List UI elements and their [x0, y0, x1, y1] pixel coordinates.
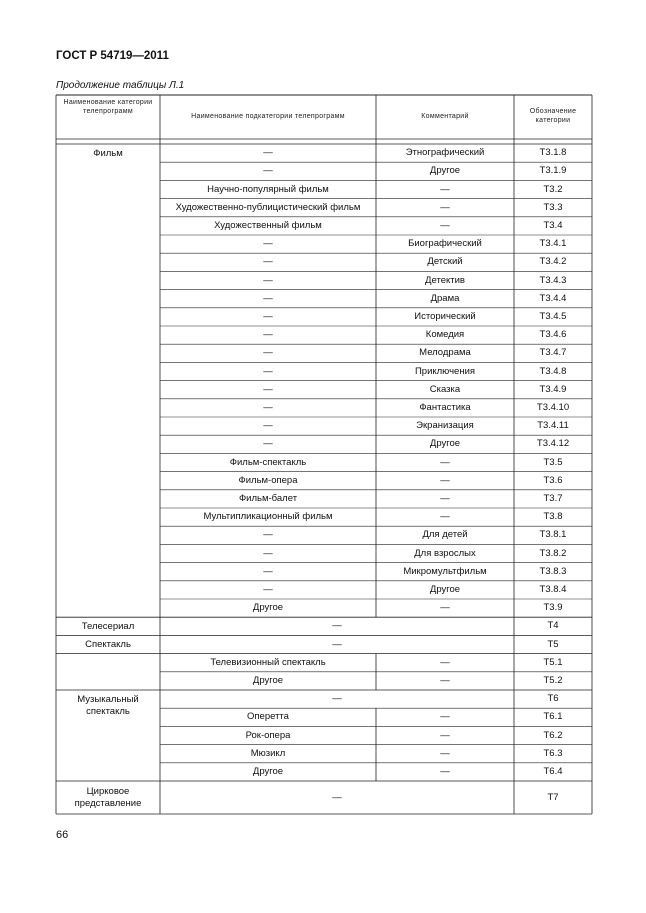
comment-cell: —	[440, 747, 450, 759]
comment-cell: —	[440, 492, 450, 504]
merged-cell: —	[332, 620, 342, 632]
subcategory-cell: Фильм-опера	[238, 474, 298, 486]
subcategory-cell: Рок-опера	[245, 729, 291, 741]
comment-cell: Этнографический	[405, 147, 485, 159]
comment-cell: Приключения	[414, 365, 476, 377]
comment-cell: —	[440, 765, 450, 777]
comment-cell: —	[440, 474, 450, 486]
comment-cell: —	[440, 729, 450, 741]
code-cell: Т3.8.3	[539, 565, 567, 577]
subcategory-cell: Оперетта	[247, 711, 289, 723]
comment-cell: —	[440, 711, 450, 723]
category-cell: Цирковое представление	[74, 786, 142, 809]
code-cell: Т3.4.8	[539, 365, 567, 377]
code-cell: Т3.4.2	[539, 256, 567, 268]
merged-cell: —	[332, 791, 342, 803]
code-cell: Т6	[547, 693, 559, 705]
category-cell: Музыкальный спектакль	[77, 694, 139, 717]
subcategory-cell: Художественный фильм	[214, 219, 322, 231]
subcategory-cell: —	[263, 329, 273, 341]
standard-code: ГОСТ Р 54719—2011	[56, 50, 169, 62]
column-header: Комментарий	[421, 112, 469, 120]
category-cell: Спектакль	[85, 639, 131, 651]
code-cell: Т4	[547, 620, 559, 632]
subcategory-cell: —	[263, 583, 273, 595]
code-cell: Т3.1.8	[539, 147, 567, 159]
subcategory-cell: Другое	[252, 765, 284, 777]
subcategory-cell: Фильм-спектакль	[229, 456, 307, 468]
code-cell: Т3.4.1	[539, 238, 567, 250]
comment-cell: Детектив	[425, 274, 465, 286]
code-cell: Т3.4.3	[539, 274, 567, 286]
code-cell: Т6.1	[543, 711, 563, 723]
column-header: Наименование категории телепрограмм	[63, 99, 153, 115]
subcategory-cell: —	[263, 529, 273, 541]
page-number: 66	[56, 829, 69, 841]
subcategory-cell: —	[263, 347, 273, 359]
code-cell: Т3.3	[543, 201, 563, 213]
code-cell: Т3.9	[543, 602, 563, 614]
subcategory-cell: Телевизионный спектакль	[210, 656, 326, 668]
code-cell: Т3.8	[543, 511, 563, 523]
code-cell: Т6.3	[543, 747, 563, 759]
subcategory-cell: —	[263, 310, 273, 322]
code-cell: Т3.4.6	[539, 329, 567, 341]
subcategory-cell: Другое	[252, 674, 284, 686]
comment-cell: Микромультфильм	[403, 565, 487, 577]
category-cell: Фильм	[93, 148, 123, 159]
subcategory-cell: —	[263, 383, 273, 395]
comment-cell: —	[440, 201, 450, 213]
merged-cell: —	[332, 693, 342, 705]
comment-cell: Фантастика	[419, 401, 471, 413]
subcategory-cell: —	[263, 165, 273, 177]
comment-cell: Другое	[429, 165, 461, 177]
code-cell: Т5	[547, 638, 559, 650]
code-cell: Т3.5	[543, 456, 563, 468]
comment-cell: —	[440, 656, 450, 668]
comment-cell: Другое	[429, 438, 461, 450]
subcategory-cell: —	[263, 420, 273, 432]
subcategory-cell: Мультипликационный фильм	[203, 511, 333, 523]
code-cell: Т3.4.12	[536, 438, 570, 450]
comment-cell: Детский	[427, 256, 463, 268]
code-cell: Т3.4.10	[536, 401, 570, 413]
comment-cell: —	[440, 219, 450, 231]
comment-cell: Мелодрама	[419, 347, 471, 359]
comment-cell: —	[440, 674, 450, 686]
comment-cell: —	[440, 456, 450, 468]
subcategory-cell: —	[263, 565, 273, 577]
subcategory-cell: —	[263, 401, 273, 413]
code-cell: Т3.4.11	[537, 420, 569, 432]
code-cell: Т3.4.9	[539, 383, 567, 395]
subcategory-cell: Фильм-балет	[238, 492, 298, 504]
subcategory-cell: Научно-популярный фильм	[207, 183, 329, 195]
code-cell: Т5.1	[543, 656, 563, 668]
category-cell: Телесериал	[81, 621, 135, 633]
code-cell: Т6.2	[543, 729, 563, 741]
subcategory-cell: Другое	[252, 602, 284, 614]
comment-cell: Другое	[429, 583, 461, 595]
code-cell: Т3.4	[543, 219, 563, 231]
comment-cell: Комедия	[425, 329, 465, 341]
comment-cell: Экранизация	[416, 420, 474, 432]
subcategory-cell: Художественно-публицистический фильм	[175, 201, 361, 213]
subcategory-cell: —	[263, 274, 273, 286]
comment-cell: —	[440, 511, 450, 523]
code-cell: Т3.8.4	[539, 583, 567, 595]
column-header: Обозначение категории	[529, 108, 577, 124]
comment-cell: Биографический	[408, 238, 482, 250]
code-cell: Т3.8.2	[539, 547, 567, 559]
comment-cell: —	[440, 602, 450, 614]
subcategory-cell: Мюзикл	[250, 747, 286, 759]
comment-cell: Для взрослых	[414, 547, 476, 559]
code-cell: Т3.6	[543, 474, 563, 486]
subcategory-cell: —	[263, 238, 273, 250]
merged-cell: —	[332, 638, 342, 650]
code-cell: Т3.4.7	[539, 347, 567, 359]
comment-cell: Исторический	[414, 310, 476, 322]
comment-cell: —	[440, 183, 450, 195]
code-cell: Т3.1.9	[539, 165, 567, 177]
comment-cell: Сказка	[429, 383, 461, 395]
subcategory-cell: —	[263, 256, 273, 268]
subcategory-cell: —	[263, 292, 273, 304]
code-cell: Т6.4	[543, 765, 563, 777]
subcategory-cell: —	[263, 438, 273, 450]
code-cell: Т3.7	[543, 492, 563, 504]
subcategory-cell: —	[263, 147, 273, 159]
comment-cell: Для детей	[422, 529, 468, 541]
subcategory-cell: —	[263, 547, 273, 559]
code-cell: Т5.2	[543, 674, 563, 686]
code-cell: Т7	[547, 791, 559, 803]
code-cell: Т3.4.5	[539, 310, 567, 322]
code-cell: Т3.8.1	[539, 529, 567, 541]
column-header: Наименование подкатегории телепрограмм	[191, 112, 345, 120]
code-cell: Т3.2	[543, 183, 563, 195]
comment-cell: Драма	[430, 292, 460, 304]
subcategory-cell: —	[263, 365, 273, 377]
code-cell: Т3.4.4	[539, 292, 567, 304]
table-caption: Продолжение таблицы Л.1	[56, 80, 185, 91]
